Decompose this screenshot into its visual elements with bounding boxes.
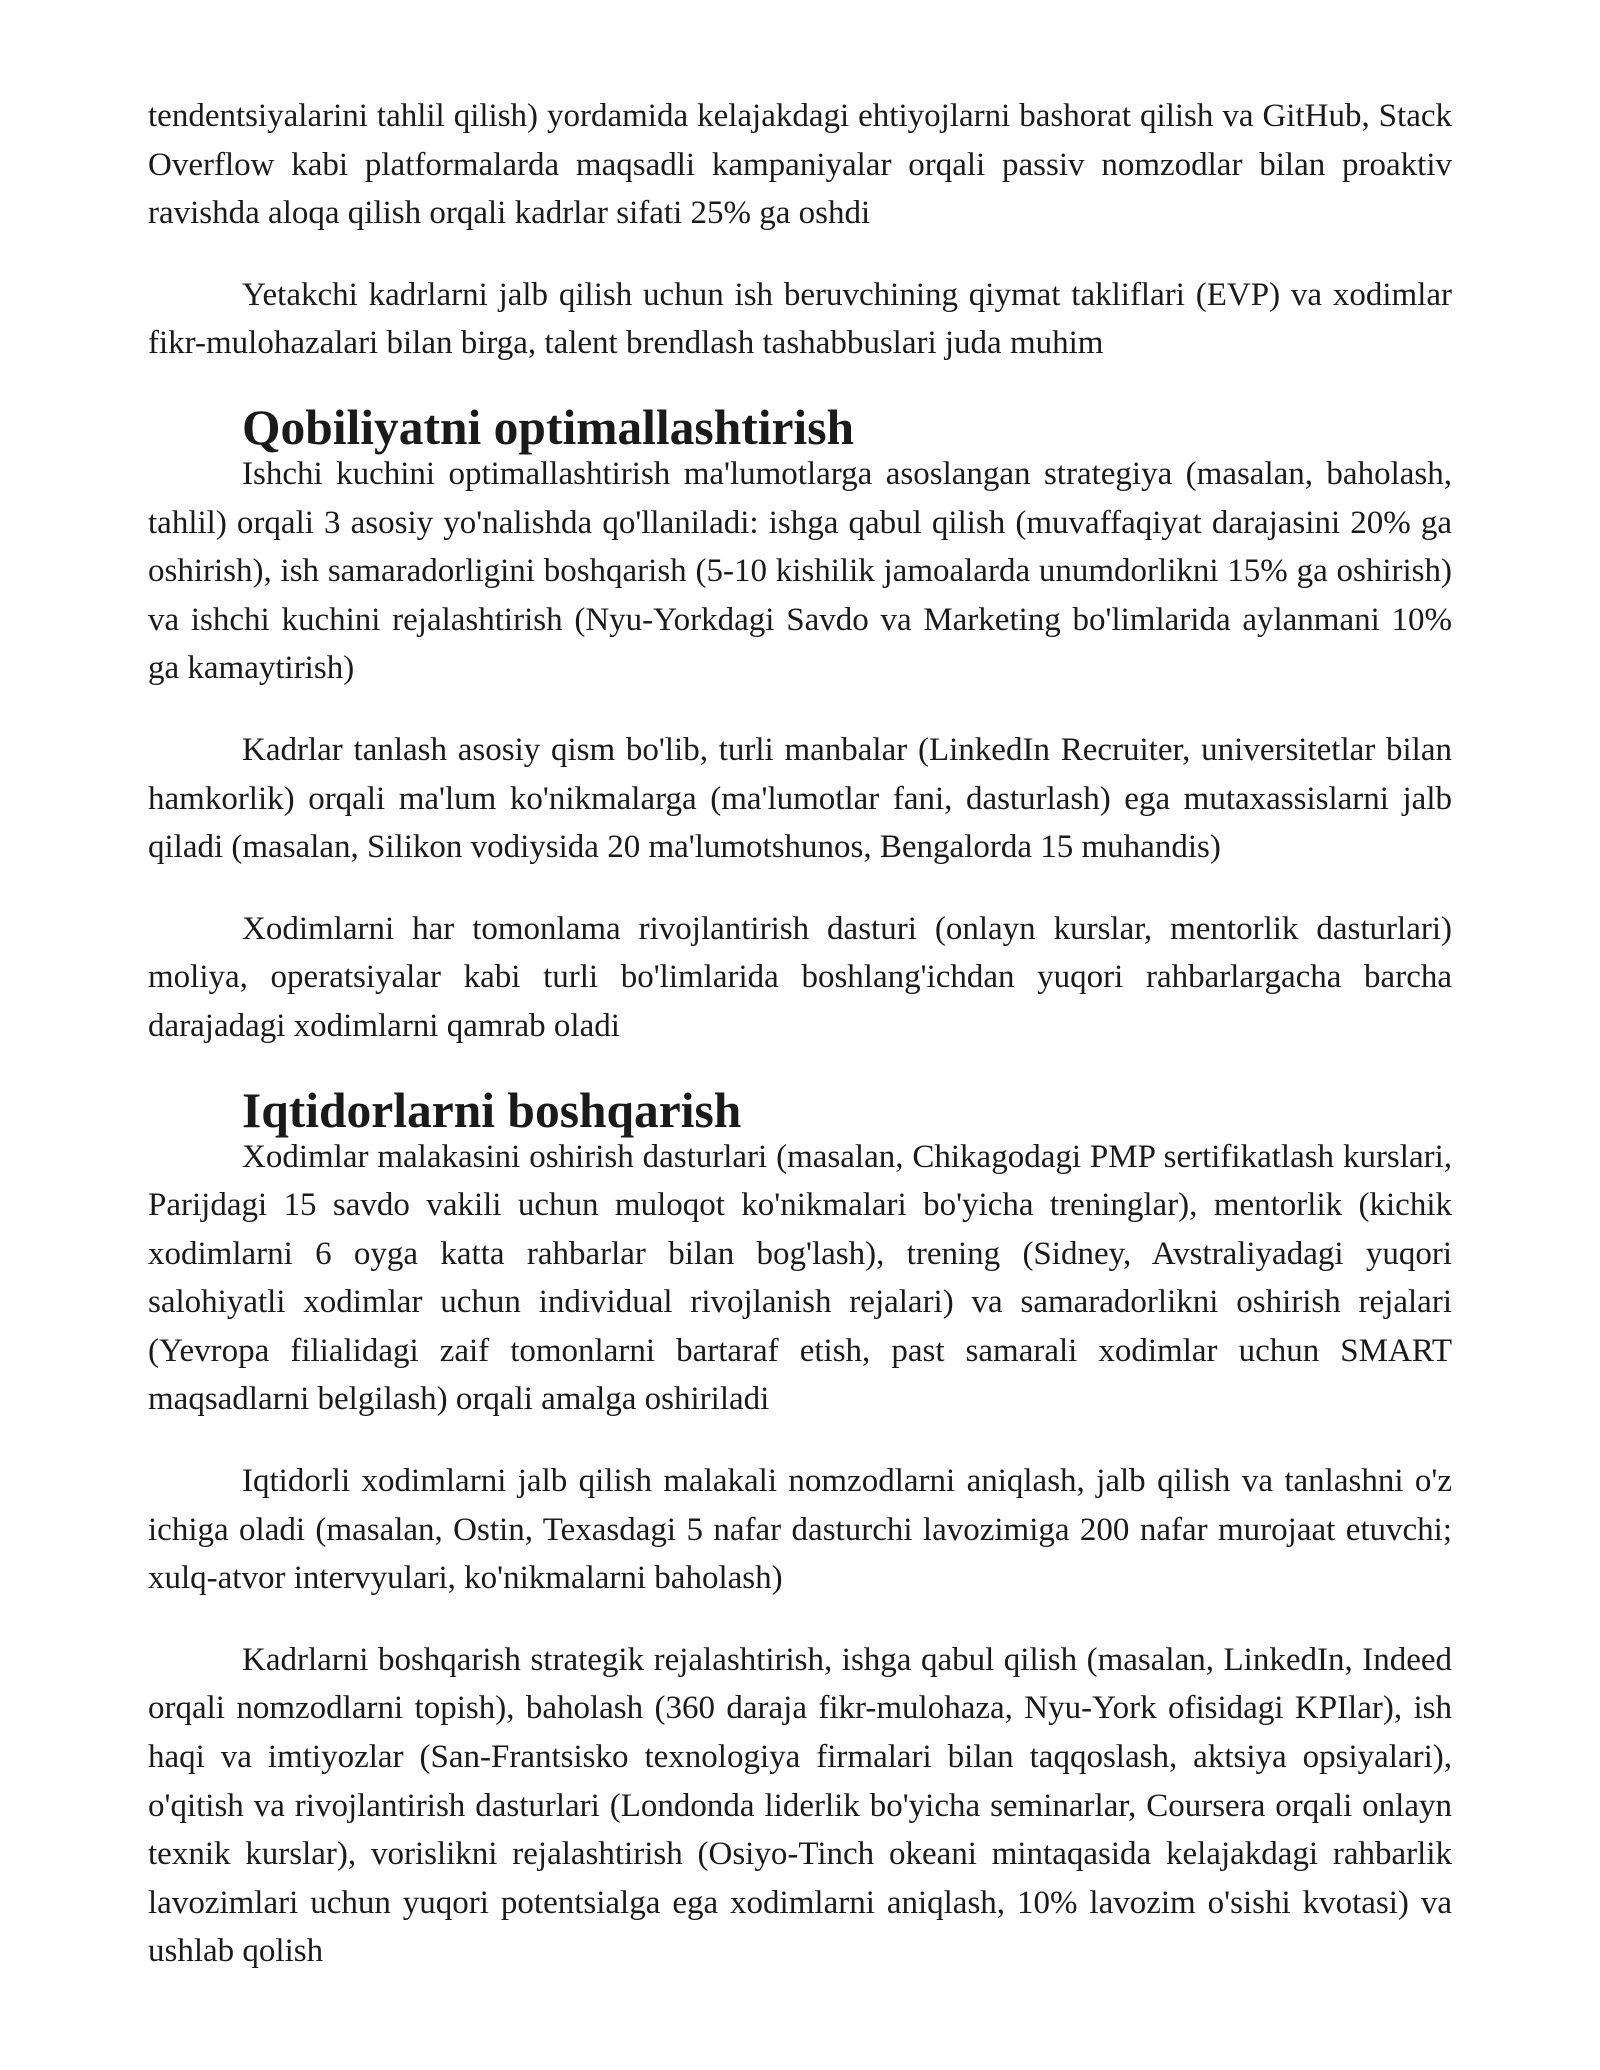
paragraph-talent-branding: Yetakchi kadrlarni jalb qilish uchun ish beruvchining qiymat takliflari (EVP) va xodimlar fikr-mulohazalari bilan birga, talent brendlash tashabbuslari juda muhim: [148, 276, 1452, 362]
paragraph-recruitment: Kadrlar tanlash asosiy qism bo'lib, turli manbalar (LinkedIn Recruiter, universitetlar bilan hamkorlik) orqali ma'lum ko'nikmalarga (ma'lumotlar fani, dasturlash) ega mutaxassislarni jalb qiladi (masalan, Silikon vodiysida 20 ma'lumotshunos, Bengalorda 15 muhandis): [148, 731, 1452, 866]
paragraph-development-program: Xodimlarni har tomonlama rivojlantirish dasturi (onlayn kurslar, mentorlik dasturlari) moliya, operatsiyalar kabi turli bo'limlarida boshlang'ichdan yuqori rahbarlargacha barcha darajadagi xodimlarni qamrab oladi: [148, 910, 1452, 1044]
paragraph-upskilling: Xodimlar malakasini oshirish dasturlari (masalan, Chikagodagi PMP sertifikatlash kurslari, Parijdagi 15 savdo vakili uchun muloqot ko'nikmalari bo'yicha treninglar), mentorlik (kichik xodimlarni 6 oyga katta rahbarlar bilan bog'lash), trening (Sidney, Avstraliyadagi yuqori salohiyatli xodimlar uchun individual rivojlanish rejalari) va samaradorlikni oshirish rejalari (Yevropa filialidagi zaif tomonlarni bartaraf etish, past samarali xodimlar uchun SMART maqsadlarni belgilash) orqali amalga oshiriladi: [148, 1138, 1452, 1418]
paragraph-workforce-optimization: Ishchi kuchini optimallashtirish ma'lumotlarga asoslangan strategiya (masalan, baholash, tahlil) orqali 3 asosiy yo'nalishda qo'llaniladi: ishga qabul qilish (muvaffaqiyat darajasini 20% ga oshirish), ish samaradorligini boshqarish (5-10 kishilik jamoalarda unumdorlikni 15% ga oshirish) va ishchi kuchini rejalashtirish (Nyu-Yorkdagi Savdo va Marketing bo'limlarida aylanmani 10% ga kamaytirish): [148, 455, 1452, 687]
section-heading-talent-management: Iqtidorlarni boshqarish: [242, 1082, 742, 1138]
paragraph-talent-management: Kadrlarni boshqarish strategik rejalashtirish, ishga qabul qilish (masalan, LinkedIn, Indeed orqali nomzodlarni topish), baholash (360 daraja fikr-mulohaza, Nyu-York ofisidagi KPIlar), ish haqi va imtiyozlar (San-Frantsisko texnologiya firmalari bilan taqqoslash, aktsiya opsiyalari), o'qitish va rivojlantirish dasturlari (Londonda liderlik bo'yicha seminarlar, Coursera orqali onlayn texnik kurslar), vorislikni rejalashtirish (Osiyo-Tinch okeani mintaqasida kelajakdagi rahbarlik lavozimlari uchun yuqori potentsialga ega xodimlarni aniqlash, 10% lavozim o'sishi kvotasi) va ushlab qolish: [148, 1641, 1452, 1970]
paragraph-continuation: tendentsiyalarini tahlil qilish) yordamida kelajakdagi ehtiyojlarni bashorat qilish va GitHub, Stack Overflow kabi platformalarda maqsadli kampaniyalar orqali passiv nomzodlar bilan proaktiv ravishda aloqa qilish orqali kadrlar sifati 25% ga oshdi: [148, 98, 1452, 232]
section-heading-optimization: Qobiliyatni optimallashtirish: [242, 399, 854, 455]
document-page: [148, 92, 1452, 1976]
paragraph-talent-attraction: Iqtidorli xodimlarni jalb qilish malakali nomzodlarni aniqlash, jalb qilish va tanlashni o'z ichiga oladi (masalan, Ostin, Texasdagi 5 nafar dasturchi lavozimiga 200 nafar murojaat etuvchi; xulq-atvor intervyulari, ko'nikmalarni baholash): [148, 1463, 1452, 1597]
